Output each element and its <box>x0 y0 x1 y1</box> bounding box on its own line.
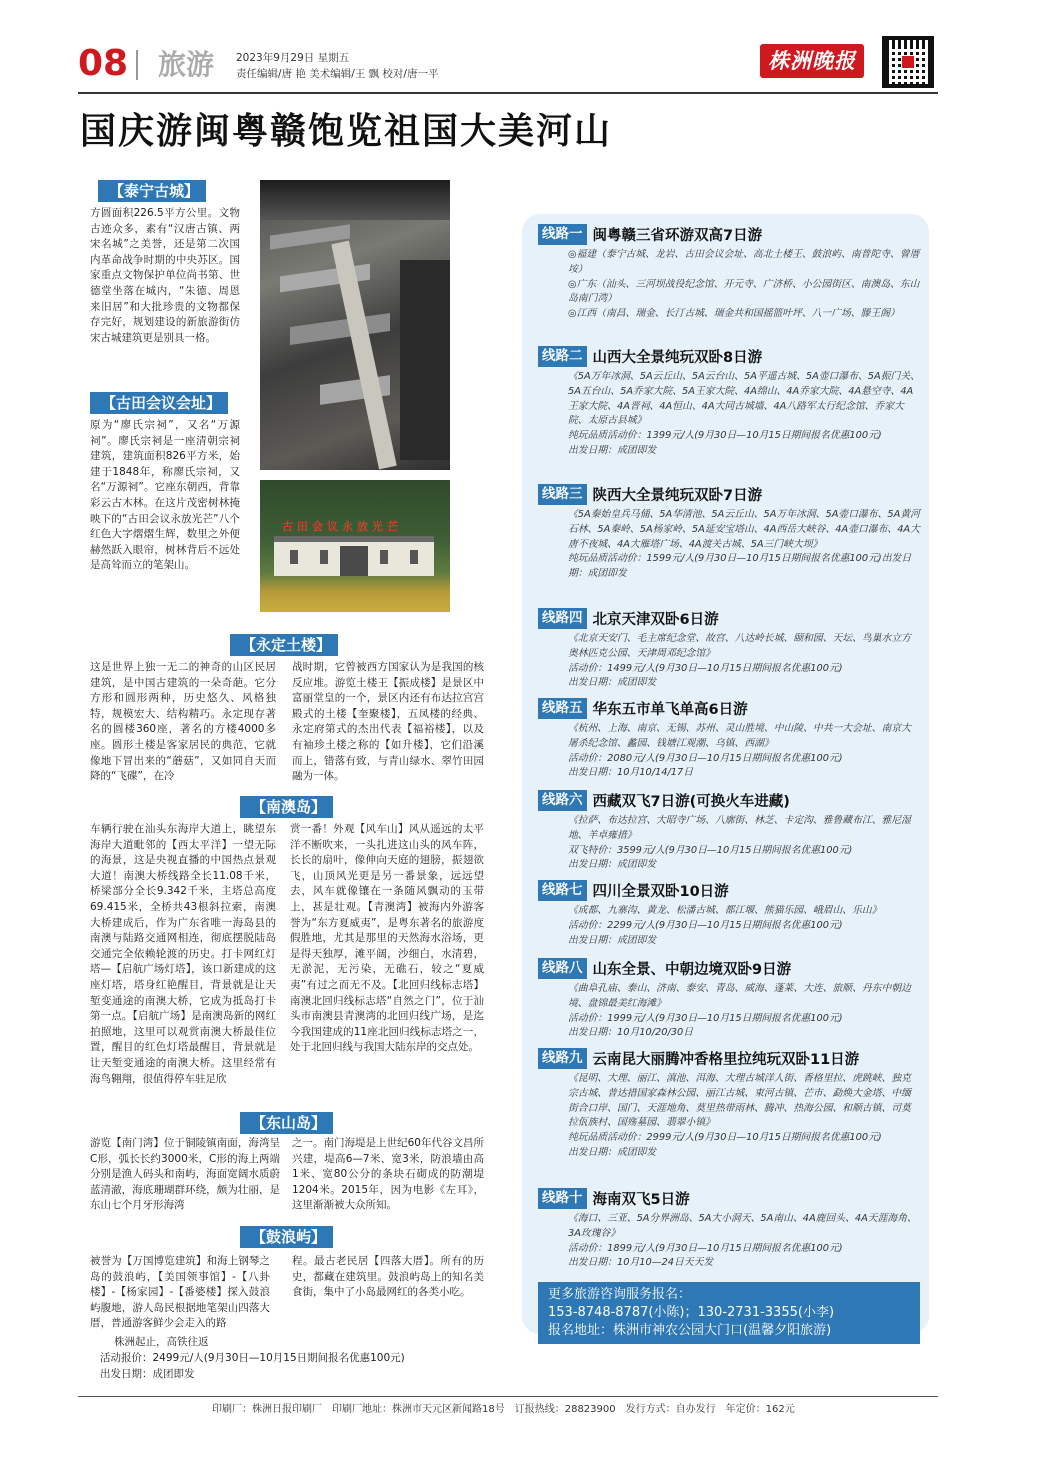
route-line: 出发日期：10月10/14/17日 <box>568 767 694 779</box>
gutian-body: 原为“廖氏宗祠”，又名“万源祠”。廖氏宗祠是一座清朝宗祠建筑，建筑面积826平方米，始建于1848年，称廖氏宗祠，又名“万源祠”。它座东朝西，背靠彩云古木林。在这片茂密树林掩映下的“古田会议永放光芒”八个红色大字熠熠生辉，数里之外便赫然跃入眼帘，树林背后不远处是高耸而立的笔架山。 <box>90 419 240 572</box>
route-tag: 线路七 <box>538 880 587 901</box>
route-item <box>538 606 920 691</box>
gulangyu-price: 活动报价：2499元/人(9月30日—10月15日期间报名优惠100元) <box>100 1352 405 1364</box>
yongding-body-left: 这是世界上独一无二的神奇的山区民居建筑，是中国古建筑的一朵奇葩。它分方形和圆形两种，历史悠久、风格独特，规模宏大、结构精巧。永定现存著名的圆楼360座，著名的方楼4000多座。圆形土楼是客家居民的典范，它就像地下冒出来的“蘑菇”，又如同自天而降的“飞碟”，在冷 <box>90 661 276 783</box>
route-title: 山东全景、中朝边境双卧9日游 <box>592 961 792 978</box>
route-header <box>538 1186 920 1210</box>
route-item <box>538 222 920 322</box>
route-title: 陕西大全景纯玩双卧7日游 <box>592 487 763 504</box>
section-tag-gulangyu: 【 鼓浪屿 】 <box>240 1226 333 1248</box>
route-line: 双飞特价：3599元/人(9月30日—10月15日期间报名优惠100元) <box>568 844 853 856</box>
dongshan-body-left: 游览【南门湾】位于铜陵镇南面，海湾呈C形，弧长长约3000米，C形的海上两端分别是渔人码头和南屿，海面宽阔水质蔚蓝清澈，海底珊瑚群环绕，颇为壮丽，是东山七个月牙形海湾 <box>90 1137 280 1212</box>
route-line: 《5A万年冰洞、5A云丘山、5A云台山、5A平遥古城、5A壶口瀑布、5A振门关、5A五台山、5A乔家大院、5A王家大院、4A绵山、4A乔家大院、4A悬空寺、4A王家大院、4A晋祠、4A恒山、4A大同古城墙、4A八路军太行纪念馆、乔家大院、太原古县城》 <box>568 371 920 427</box>
route-header <box>538 1046 920 1070</box>
route-title: 海南双飞5日游 <box>592 1191 690 1208</box>
page-number: 08 <box>78 43 129 84</box>
route-body <box>538 632 920 691</box>
nanao-body-left: 车辆行驶在汕头东海岸大道上，眺望东海岸大道毗邻的【西太平洋】一望无际的海景，这是央视直播的中国热点景观大道！南澳大桥线路全长11.08千米，桥梁部分全长9.342千米，主塔总高度69.415米，全桥共43根斜拉索，南澳大桥建成后，作为广东省唯一海岛县的南澳与陆路交通网相连，彻底摆脱陆岛交通完全依赖轮渡的历史。打卡网红灯塔—【启航广场灯塔】，该口新建成的这座灯塔，塔身红艳醒目，背景就是让天堑变通途的南澳大桥，它成为抵岛打卡第一点。【启航广场】是南澳岛新的网红拍照地，这里可以观赏南澳大桥最佳位置，醒目的红色灯塔最醒目，背景就是让天堑变通途的南澳大桥。这里经常有海鸟翱翔，很值得停车驻足欣 <box>90 823 276 1085</box>
route-line: 《北京天安门、毛主席纪念堂、故宫、八达岭长城、颐和园、天坛、鸟巢水立方奥林匹克公园、天津周邓纪念馆》 <box>568 633 911 659</box>
gulangyu-depart: 出发日期：成团即发 <box>100 1368 195 1380</box>
masthead-logo <box>760 44 864 78</box>
route-header <box>538 788 920 812</box>
header-editors: 责任编辑/唐 艳 美术编辑/王 飘 校对/唐一平 <box>236 68 439 80</box>
contact-address: 报名地址：株洲市神农公园大门口(温馨夕阳旅游) <box>548 1323 832 1338</box>
route-header <box>538 696 920 720</box>
route-header <box>538 344 920 368</box>
route-title: 云南昆大丽腾冲香格里拉纯玩双卧11日游 <box>592 1051 860 1068</box>
route-line: 《海口、三亚、5A分界洲岛、5A大小洞天、5A南山、4A鹿回头、4A天涯海角、3A玫瑰谷》 <box>568 1213 917 1239</box>
gulangyu-body-right: 程。最古老民居【四落大厝】。所有的历史，都藏在建筑里。鼓浪屿岛上的知名美食街，集中了小岛最网红的各类小吃。 <box>292 1255 484 1299</box>
route-line: 活动价：1899元/人(9月30日—10月15日期间报名优惠100元) <box>568 1242 843 1254</box>
contact-box <box>538 1282 920 1344</box>
header-rule <box>78 92 938 94</box>
route-title: 闽粤赣三省环游双高7日游 <box>592 227 763 244</box>
route-title: 西藏双飞7日游(可换火车进藏) <box>592 793 790 810</box>
route-body <box>538 814 920 873</box>
route-tag: 线路一 <box>538 224 587 245</box>
route-body <box>538 1072 920 1161</box>
route-line: 出发日期：成团即发 <box>568 677 657 689</box>
nanao-body-right: 赏一番！外观【风车山】风从遥远的太平洋不断吹来，一头扎进这山头的风车阵，长长的扇叶，像伸向天庭的翅膀，振翅欲飞，山顶风光更是另一番景象，远远望去，风车就像镶在一条随风飘动的玉带上，甚是壮观。【青澳湾】被海内外游客誉为“东方夏威夷”，是粤东著名的旅游度假胜地，尤其是那里的天然海水浴场，更是得天独厚，滩平阔，沙细白，水清碧，无淤泥，无污染，无礁石，较之“夏威夷”有过之而无不及。【北回归线标志塔】南澳北回归线标志塔“自然之门”，位于汕头市南澳县青澳湾的北回归线广场，是迄今我国建成的11座北回归线标志塔之一，处于北回归线与我国大陆东岸的交点处。 <box>290 823 484 1054</box>
route-line: 《昆明、大理、丽江、滇池、洱海、大理古城洋人街、香格里拉、虎跳峡、独克宗古城、普达措国家森林公园、丽江古城、束河古镇、芒市、勐焕大金塔、中缅街合口岸、国门、天涯地角、莫里热带雨林、腾冲、热海公园、和顺古镇、司莫拉佤族村、国殇墓园、翡翠小镇》 <box>568 1073 911 1129</box>
route-line: ◎福建（泰宁古城、龙岩、古田会议会址、高北土楼王、鼓浪屿、南普陀寺、曾厝垵） <box>568 249 920 275</box>
route-line: 《杭州、上海、南京、无锡、苏州、灵山胜境、中山陵、中共一大会址、南京大屠杀纪念馆、蠡园、钱塘江观潮、乌镇、西湖》 <box>568 723 911 749</box>
route-body <box>538 1212 920 1271</box>
route-item <box>538 788 920 873</box>
section-tag-taining: 【 泰宁古城 】 <box>98 180 206 202</box>
route-tag: 线路三 <box>538 484 587 505</box>
route-tag: 线路六 <box>538 790 587 811</box>
route-tag: 线路九 <box>538 1048 587 1069</box>
route-tag: 线路二 <box>538 346 587 367</box>
header-divider <box>136 50 138 80</box>
yongding-body-right: 战时期，它曾被西方国家认为是我国的核反应堆。游览土楼王【振成楼】是景区中富丽堂皇的一个，景区内还有布达拉宫宫殿式的土楼【奎聚楼】，五凤楼的经典、永定府第式的杰出代表【福裕楼】，以及有袖珍土楼之称的【如升楼】，它们沿溪而上，错落有致，与青山绿水、翠竹田园融为一体。 <box>292 661 484 783</box>
route-tag: 线路五 <box>538 698 587 719</box>
route-line: 《成都、九寨沟、黄龙、松潘古城、都江堰、熊猫乐园、峨眉山、乐山》 <box>568 905 882 916</box>
route-line: 《5A秦始皇兵马俑、5A华清池、5A云丘山、5A万年冰洞、5A壶口瀑布、5A黄河石林、5A秦岭、5A杨家岭、5A延安宝塔山、4A西岳大峡谷、4A壶口瀑布、4A大唐不夜城、4A大雁塔广场、4A渡关古城、5A三门峡大坝》 <box>568 509 920 550</box>
section-tag-yongding: 【 永定土楼 】 <box>230 634 338 656</box>
section-tag-nanao: 【 南澳岛 】 <box>240 796 333 818</box>
route-item <box>538 1046 920 1161</box>
dongshan-body-right: 之一。南门海堤是上世纪60年代谷文昌所兴建，堤高6—7米、宽3米，防浪墙由高1米、宽80公分的条块石砌成的防潮堤1204米。2015年，因为电影《左耳》，这里渐渐被大众所知。 <box>292 1137 484 1212</box>
route-header <box>538 878 920 902</box>
route-item <box>538 482 920 582</box>
section-tag-dongshan: 【 东山岛 】 <box>240 1112 333 1134</box>
section-name: 旅游 <box>158 48 215 81</box>
taining-photo <box>260 180 450 470</box>
route-line: 活动价：1499元/人(9月30日—10月15日期间报名优惠100元) <box>568 662 843 674</box>
route-item <box>538 696 920 781</box>
headline: 国庆游闽粤赣饱览祖国大美河山 <box>80 111 613 152</box>
contact-title: 更多旅游咨询服务报名： <box>548 1287 692 1302</box>
route-line: 出发日期：成团即发 <box>568 444 657 456</box>
route-line: 出发日期：成团即发 <box>568 859 657 871</box>
route-body <box>538 370 920 459</box>
route-line: 《曲阜孔庙、泰山、济南、泰安、青岛、威海、蓬莱、大连、旅顺、丹东中朝边境、盘锦最美红海滩》 <box>568 983 911 1009</box>
route-line: 纯玩品质活动价：1399元/人(9月30日—10月15日期间报名优惠100元) <box>568 430 882 442</box>
route-title: 北京天津双卧6日游 <box>592 611 719 628</box>
route-line: 出发日期：成团即发 <box>568 1146 657 1158</box>
footer-info: 印刷厂：株洲日报印刷厂 印刷厂地址：株洲市天元区新闻路18号 订报热线：28823900 发行方式：自办发行 年定价：162元 <box>212 1404 795 1415</box>
footer-rule <box>78 1396 938 1397</box>
route-tag: 线路八 <box>538 958 587 979</box>
qr-code <box>882 36 934 88</box>
route-body <box>538 904 920 948</box>
route-header <box>538 956 920 980</box>
section-tag-gutian: 【 古田会议会址 】 <box>90 392 228 414</box>
gulangyu-depart-info: 株洲起止，高铁往返 <box>114 1336 209 1348</box>
route-tag: 线路十 <box>538 1188 587 1209</box>
route-line: 出发日期：10月10/20/30日 <box>568 1027 694 1039</box>
route-line: 活动价：2299元/人(9月30日—10月15日期间报名优惠100元) <box>568 919 843 931</box>
gulangyu-body-left: 被誉为【万国博览建筑】和海上钢琴之岛的鼓浪屿，【美国领事馆】-【八卦楼】-【杨家园】-【番婆楼】探入鼓浪屿腹地，游人岛民根据地笔架山四落大厝，普通游客鲜少会走入的路 <box>90 1255 270 1330</box>
route-line: 出发日期：10月10—24日天天发 <box>568 1257 714 1269</box>
route-line: 出发日期：成团即发 <box>568 934 657 946</box>
route-line: 活动价：1999元/人(9月30日—10月15日期间报名优惠100元) <box>568 1012 843 1024</box>
route-item <box>538 878 920 948</box>
route-body <box>538 722 920 781</box>
route-title: 华东五市单飞单高6日游 <box>592 701 748 718</box>
route-line: 纯玩品质活动价：2999元/人(9月30日—10月15日期间报名优惠100元) <box>568 1132 882 1144</box>
masthead-text: 株洲晚报 <box>768 48 856 73</box>
route-body <box>538 248 920 322</box>
route-header <box>538 606 920 630</box>
route-line: ◎广东（汕头、三河坝战役纪念馆、开元寺、广济桥、小公园街区、南澳岛、东山岛南门湾） <box>568 278 920 305</box>
route-item <box>538 956 920 1041</box>
gutian-banner-text: 古田会议永放光芒 <box>282 520 402 533</box>
route-title: 四川全景双卧10日游 <box>592 883 729 900</box>
route-header <box>538 222 920 246</box>
route-item <box>538 344 920 459</box>
route-header <box>538 482 920 506</box>
route-line: ◎江西（南昌、瑞金、长汀古城、瑞金共和国摇篮叶坪、八一广场、滕王阁） <box>568 308 900 320</box>
gutian-photo <box>260 480 450 612</box>
route-item <box>538 1186 920 1271</box>
route-line: 《拉萨、布达拉宫、大昭寺广场、八廓街、林芝、卡定沟、雅鲁藏布江、雅尼湿地、羊卓雍措》 <box>568 815 911 841</box>
route-body <box>538 508 920 582</box>
route-tag: 线路四 <box>538 608 587 629</box>
contact-phones: 153-8748-8787(小陈)；130-2731-3355(小李) <box>548 1305 835 1320</box>
route-title: 山西大全景纯玩双卧8日游 <box>592 349 763 366</box>
route-line: 纯玩品质活动价：1599元/人(9月30日—10月15日期间报名优惠100元)出发日期：成团即发 <box>568 553 912 580</box>
route-line: 活动价：2080元/人(9月30日—10月15日期间报名优惠100元) <box>568 752 843 764</box>
header-date: 2023年9月29日 星期五 <box>236 52 350 64</box>
taining-body: 方圆面积226.5平方公里。文物古迹众多，素有“汉唐古镇、两宋名城”之美誉，还是第二次国内革命战争时期的中央苏区。国家重点文物保护单位尚书第、世德堂坐落在城内，“朱德、周恩来旧居”和大批珍贵的文物都保存完好，规划建设的新旅游街仿宋古城建筑更是别具一格。 <box>90 207 240 344</box>
route-body <box>538 982 920 1041</box>
